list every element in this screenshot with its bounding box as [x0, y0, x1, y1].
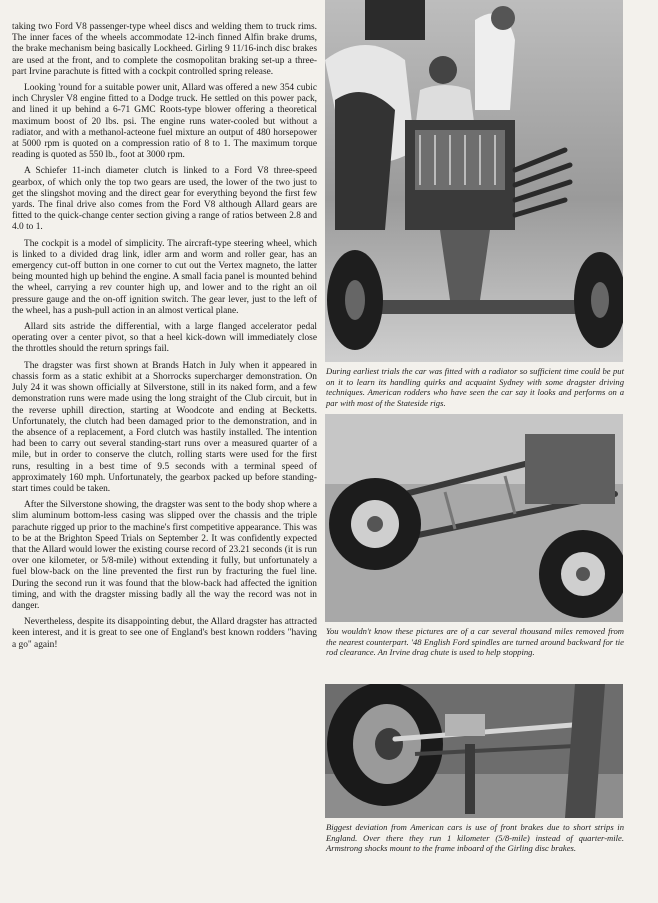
- article-paragraph: The cockpit is a model of simplicity. The aircraft-type steering wheel, which is linked to a divided drag link, idler arm and worm and roller gear, has an emergency cut-off button in one corner to cut out the Vertex magneto, the latter being mounted high up behind the engine. A small facia panel is mounted behind the wheel, carrying a rev counter high up, and lower and to the right an oil pressure gauge and the on-off ignition switch. The gear lever, just to the left of the wheel, has a push-pull action in an almost vertical plane.: [12, 238, 317, 316]
- article-paragraph: After the Silverstone showing, the dragster was sent to the body shop where a slim aluminum bottom-less casing was slipped over the chassis and the triple parachute rigged up prior to the machine's first competitive appearance. This was to be at the Brighton Speed Trials on September 2. It was confidently expected that the Allard would lower the existing course record of 23.21 seconds (it is run over one kilometer, or 5/8-mile) without extending it fully, but unfortunately a fuel blow-back on the line prevented the first run by fracturing the fuel line. During the second run it was found that the blow-back had affected the ignition timing, and with the dragster missing badly all the way the record was not in danger.: [12, 500, 317, 611]
- article-paragraph: Looking 'round for a suitable power unit, Allard was offered a new 354 cubic inch Chrysler V8 engine fitted to a Dodge truck. He settled on this power pack, and lined it up behind a 6-71 GMC Roots-type blower offering a theoretical maximum boost of 20 lbs. psi. The engine runs water-cooled but without a radiator, and with a methanol-acteone fuel mixture an output of 480 horsepower at 5000 rpm is quoted on a compression ratio of 8 to 1. The maximum torque reading is quoted as 550 lb., foot at 3000 rpm.: [12, 83, 317, 161]
- photo-caption: During earliest trials the car was fitted with a radiator so sufficient time could be put on it to learn its handling quirks and acquaint Sydney with some dragster driving techniques. American rodders who have seen the car say it looks and performs on a par with most of the Stateside rigs.: [326, 366, 624, 408]
- article-paragraph: A Schiefer 11-inch diameter clutch is linked to a Ford V8 three-speed gearbox, of which only the top two gears are used, the lower of the two just to get the slingshot moving and the direct gear for everything beyond the first few yards. The final drive also comes from the Ford V8 although Allard gears are fitted to the quick-change center section giving a range of ratios between 2.8 and 4.0 to 1.: [12, 166, 317, 233]
- article-paragraph: taking two Ford V8 passenger-type wheel discs and welding them to truck rims. The inner faces of the wheels accommodate 12-inch finned Alfin brake drums, the brake mechanism being basically Lockheed. Girling 9 11/16-inch disc brakes are used at the front, and to complete the cosmopolitan braking set-up a three-part Irvine parachute is fitted with a cockpit controlled spring release.: [12, 22, 317, 77]
- article-paragraph: Allard sits astride the differential, with a large flanged accelerator pedal operating over a center pivot, so that a heel kick-down will immediately close the throttles should the return springs fail.: [12, 322, 317, 355]
- photo-chassis-side: [325, 414, 623, 622]
- article-paragraph: The dragster was first shown at Brands Hatch in July when it appeared in chassis form as a static exhibit at a Shorrocks supercharger demonstration. On July 24 it was shown officially at Silverstone, still in its naked form, and a few demonstration runs were made using the long straight of the Club circuit, but in the reverse uphill direction, starting at Woodcote and ending at Becketts. Unfortunately, the clutch had been damaged prior to the demonstration, and in the absence of a replacement, a Ford clutch was hastily installed. The intention had been to carry out several standing-start runs over a measured quarter of a mile, but in order to conserve the clutch, rolling starts were used for the first runs, resulting in a best time of 9.5 seconds with a terminal speed of approximately 160 mph. Unfortunately, the gearbox packed up before standing-start times could be taken.: [12, 360, 317, 494]
- article-text-column: [12, 22, 317, 656]
- photo-caption: You wouldn't know these pictures are of a car several thousand miles removed from the nearest counterpart. '48 English Ford spindles are turned around backward for tie rod clearance. An Irvine drag chute is used to help stopping.: [326, 626, 624, 658]
- photo-caption: Biggest deviation from American cars is use of front brakes due to short strips in England. Over there they run 1 kilometer (5/8-mile) instead of quarter-mile. Armstrong shocks mount to the frame inboard of the Girling disc brakes.: [326, 822, 624, 854]
- article-paragraph: Nevertheless, despite its disappointing debut, the Allard dragster has attracted keen interest, and it is great to see one of England's best known rodders "having a go" again!: [12, 617, 317, 650]
- photo-front-brake: [325, 684, 623, 818]
- photo-dragster-crew: [325, 0, 623, 362]
